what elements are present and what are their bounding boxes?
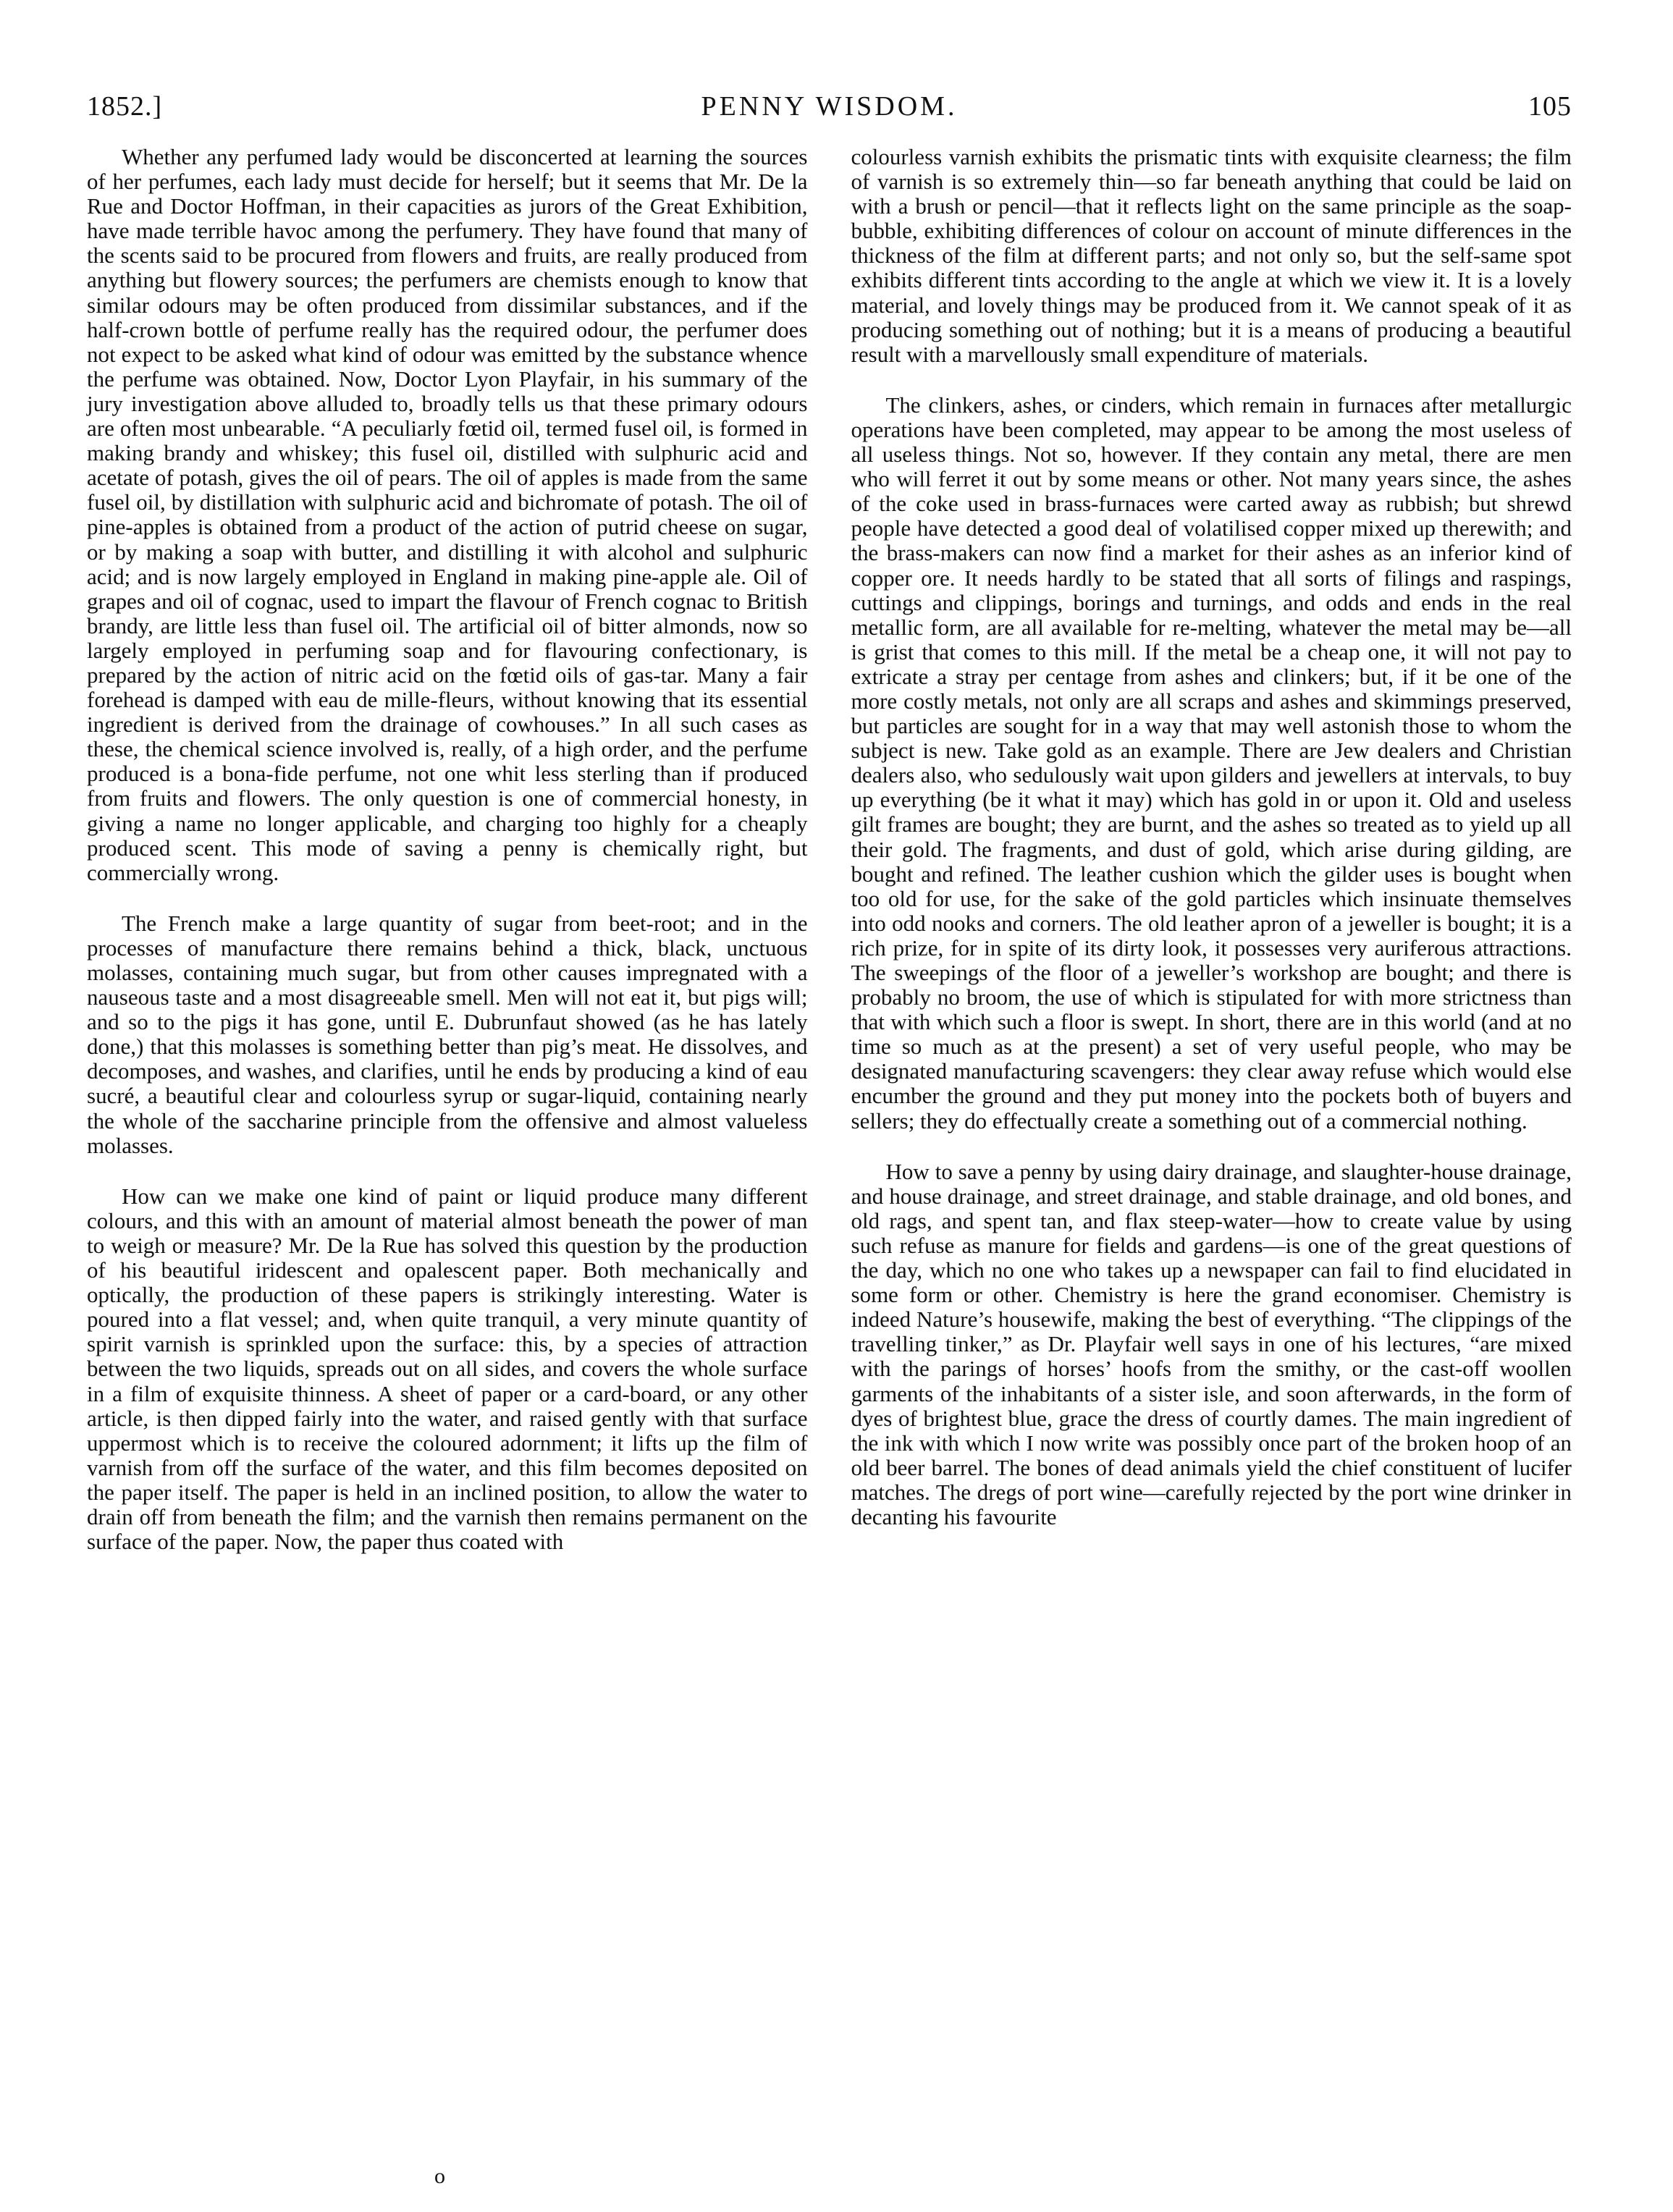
paragraph: Whether any perfumed lady would be disconcerted at learning the sources of her perfumes, each lady must decide for herself; but it seems that Mr. De la Rue and Doctor Hoffman, in their capacities as jurors of the Great Exhibition, have made terrible havoc among the perfumery. They have found that many of the scents said to be procured from flowers and fruits, are really produced from anything but flowery sources; the perfumers are chemists enough to know that similar odours may be often produced from dissimilar substances, and if the half-crown bottle of perfume really has the required odour, the perfumer does not expect to be asked what kind of odour was emitted by the substance whence the perfume was obtained. Now, Doctor Lyon Playfair, in his summary of the jury investigation above alluded to, broadly tells us that these primary odours are often most unbearable. “A peculiarly fœtid oil, termed fusel oil, is formed in making brandy and whiskey; this fusel oil, distilled with sulphuric acid and acetate of potash, gives the oil of pears. The oil of apples is made from the same fusel oil, by distillation with sulphuric acid and bichromate of potash. The oil of pine-apples is obtained from a product of the action of putrid cheese on sugar, or by making a soap with butter, and distilling it with alcohol and sulphuric acid; and is now largely employed in England in making pine-apple ale. Oil of grapes and oil of cognac, used to impart the flavour of French cognac to British brandy, are little less than fusel oil. The artificial oil of bitter almonds, now so largely employed in perfuming soap and for flavouring confectionary, is prepared by the action of nitric acid on the fœtid oils of gas-tar. Many a fair forehead is damped with eau de mille-fleurs, without knowing that its essential ingredient is derived from the drainage of cowhouses.” In all such cases as these, the chemical science involved is, really, of a high order, and the perfume produced is a bona-fide perfume, not one whit less sterling than if produced from fruits and flowers. The only question is one of commercial honesty, in giving a name no longer applicable, and charging too highly for a cheaply produced scent. This mode of saving a penny is chemically right, but commercially wrong. [87, 144, 808, 885]
running-header [87, 90, 1572, 134]
article-body [87, 145, 1572, 1580]
page-number: 105 [1528, 91, 1572, 122]
header-year: 1852.] [87, 91, 163, 122]
left-column [87, 145, 808, 1580]
paragraph: The clinkers, ashes, or cinders, which remain in furnaces after metallurgic operations have been completed, may appear to be among the most useless of all useless things. Not so, however. If they contain any metal, there are men who will ferret it out by some means or other. Not many years since, the ashes of the coke used in brass-furnaces were carted away as rubbish; but shrewd people have detected a good deal of volatilised copper mixed up therewith; and the brass-makers can now find a market for their ashes as an inferior kind of copper ore. It needs hardly to be stated that all sorts of filings and raspings, cuttings and clippings, borings and turnings, and odds and ends in the real metallic form, are all available for re-melting, whatever the metal may be—all is grist that comes to this mill. If the metal be a cheap one, it will not pay to extricate a stray per centage from ashes and clinkers; but, if it be one of the more costly metals, not only are all scraps and ashes and skimmings preserved, but particles are sought for in a way that may well astonish those to whom the subject is new. Take gold as an example. There are Jew dealers and Christian dealers also, who sedulously wait upon gilders and jewellers at intervals, to buy up everything (be it what it may) which has gold in or upon it. Old and useless gilt frames are bought; they are burnt, and the ashes so treated as to yield up all their gold. The fragments, and dust of gold, which arise during gilding, are bought and refined. The leather cushion which the gilder uses is bought when too old for use, for the sake of the gold particles which insinuate themselves into odd nooks and corners. The old leather apron of a jeweller is bought; it is a rich prize, for in spite of its dirty look, it possesses very auriferous attractions. The sweepings of the floor of a jeweller’s workshop are bought; and there is probably no broom, the use of which is stipulated for with more strictness than that with which such a floor is swept. In short, there are in this world (and at no time so much as at the present) a set of very useful people, who may be designated manufacturing scavengers: they clear away refuse which would else encumber the ground and they put money into the pockets both of buyers and sellers; they do effectually create a something out of a commercial nothing. [851, 392, 1572, 1134]
paragraph: colourless varnish exhibits the prismatic tints with exquisite clearness; the film of varnish is so extremely thin—so far beneath anything that could be laid on with a brush or pencil—that it reflects light on the same principle as the soap-bubble, exhibiting differences of colour on account of minute differences in the thickness of the film at different parts; and not only so, but the self-same spot exhibits different tints according to the angle at which we view it. It is a lovely material, and lovely things may be produced from it. We cannot speak of it as producing something out of nothing; but it is a means of producing a beautiful result with a marvellously small expenditure of materials. [851, 144, 1572, 367]
header-title: PENNY WISDOM. [701, 91, 958, 122]
paragraph: How can we make one kind of paint or liquid produce many different colours, and this with an amount of material almost beneath the power of man to weigh or measure? Mr. De la Rue has solved this question by the production of his beautiful iridescent and opalescent paper. Both mechanically and optically, the production of these papers is strikingly interesting. Water is poured into a flat vessel; and, when quite tranquil, a very minute quantity of spirit varnish is sprinkled upon the surface: this, by a species of attraction between the two liquids, spreads out on all sides, and covers the whole surface in a film of exquisite thinness. A sheet of paper or a card-board, or any other article, is then dipped fairly into the water, and raised gently with that surface uppermost which is to receive the coloured adornment; it lifts up the film of varnish from off the surface of the water, and this film becomes deposited on the paper itself. The paper is held in an inclined position, to allow the water to drain off from beneath the film; and the varnish then remains permanent on the surface of the paper. Now, the paper thus coated with [87, 1183, 808, 1555]
right-column [851, 145, 1572, 1580]
paragraph: The French make a large quantity of sugar from beet-root; and in the processes of manufacture there remains behind a thick, black, unctuous molasses, containing much sugar, but from other causes impregnated with a nauseous taste and a most disagreeable smell. Men will not eat it, but pigs will; and so to the pigs it has gone, until E. Dubrunfaut showed (as he has lately done,) that this molasses is something better than pig’s meat. He dissolves, and decomposes, and washes, and clarifies, until he ends by producing a kind of eau sucré, a beautiful clear and colourless syrup or sugar-liquid, containing nearly the whole of the saccharine principle from the offensive and almost valueless molasses. [87, 910, 808, 1158]
paragraph: How to save a penny by using dairy drainage, and slaughter-house drainage, and house drainage, and street drainage, and stable drainage, and old bones, and old rags, and spent tan, and flax steep-water—how to create value by using such refuse as manure for fields and gardens—is one of the great questions of the day, which no one who takes up a newspaper can fail to find elucidated in some form or other. Chemistry is here the grand economiser. Chemistry is indeed Nature’s housewife, making the best of everything. “The clippings of the travelling tinker,” as Dr. Playfair well says in one of his lectures, “are mixed with the parings of horses’ hoofs from the smithy, or the cast-off woollen garments of the inhabitants of a sister isle, and soon afterwards, in the form of dyes of brightest blue, grace the dress of courtly dames. The main ingredient of the ink with which I now write was possibly once part of the broken hoop of an old beer barrel. The bones of dead animals yield the chief constituent of lucifer matches. The dregs of port wine—carefully rejected by the port wine drinker in decanting his favourite [851, 1158, 1572, 1529]
signature-mark: o [434, 2164, 445, 2188]
